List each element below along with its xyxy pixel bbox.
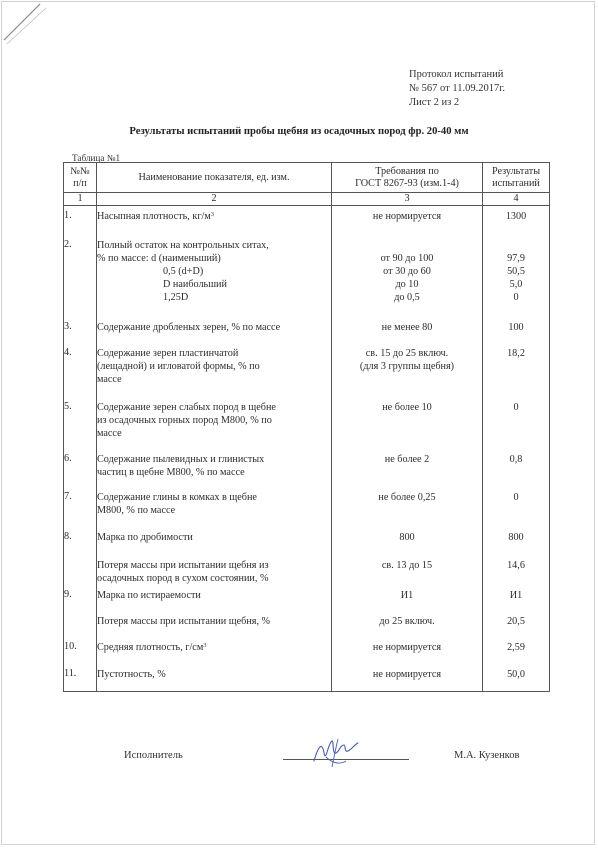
row-number: 10. <box>64 637 97 664</box>
column-number: 3 <box>332 193 483 206</box>
indicator-name <box>97 585 332 611</box>
table-row <box>64 397 550 449</box>
indicator-name-line <box>97 491 331 504</box>
row-number: 8. <box>64 527 97 555</box>
test-result <box>483 397 550 449</box>
protocol-label: Протокол испытаний <box>409 69 504 80</box>
requirement <box>332 487 483 527</box>
table-row <box>64 449 550 487</box>
test-result <box>483 206 550 235</box>
row-number: 4. <box>64 343 97 397</box>
requirement <box>332 555 483 585</box>
protocol-number: № 567 от 11.09.2017г. <box>409 83 505 94</box>
requirement-line: св. 15 до 25 включ. <box>365 347 449 359</box>
indicator-name-line <box>97 453 331 466</box>
requirement-line: не более 10 <box>382 401 432 413</box>
indicator-name <box>97 487 332 527</box>
sheet-number: Лист 2 из 2 <box>409 97 460 108</box>
indicator-name <box>97 235 332 317</box>
requirement-line: св. 13 до 15 <box>381 559 433 571</box>
table-body <box>64 206 550 692</box>
indicator-name-text: М800, % по массе <box>97 504 176 516</box>
indicator-name <box>97 449 332 487</box>
test-result <box>483 664 550 692</box>
table-row <box>64 637 550 664</box>
indicator-name-text: Насыпная плотность, кг/м <box>97 211 211 222</box>
executor-label: Исполнитель <box>124 750 183 761</box>
indicator-name-text: массе <box>97 373 122 385</box>
test-result-line: 100 <box>508 321 524 333</box>
test-result-line: 20,5 <box>507 615 525 627</box>
row-number: 3. <box>64 317 97 343</box>
header-num <box>64 163 97 193</box>
executor-name: М.А. Кузенков <box>454 750 520 761</box>
requirement-line: не более 0,25 <box>378 491 436 503</box>
requirement-line: до 25 включ. <box>379 615 435 627</box>
indicator-name-text: Средняя плотность, г/см <box>97 641 204 653</box>
handwritten-signature <box>310 733 362 769</box>
test-result <box>483 449 550 487</box>
requirement-line: не более 2 <box>384 453 430 465</box>
requirement <box>332 664 483 692</box>
indicator-name-text: Содержание пылевидных и глинистых <box>97 453 265 465</box>
header-num-line: №№ <box>70 165 90 177</box>
page-corner-mark <box>0 0 60 52</box>
indicator-name-line <box>97 373 331 386</box>
indicator-name-text: Потеря массы при испытании щебня из <box>97 559 269 571</box>
header-results <box>483 163 550 193</box>
indicator-name-line <box>97 414 331 427</box>
test-result-line <box>483 239 549 252</box>
column-number: 2 <box>97 193 332 206</box>
table-row <box>64 611 550 637</box>
indicator-name-line <box>97 589 331 602</box>
column-number: 1 <box>64 193 97 206</box>
indicator-name-line <box>97 572 331 585</box>
indicator-name-text: Марка по дробимости <box>97 531 193 543</box>
requirement <box>332 637 483 664</box>
test-result <box>483 555 550 585</box>
indicator-name-text: Полный остаток на контрольных ситах, <box>97 239 269 251</box>
test-result <box>483 235 550 317</box>
unit-exponent: 3 <box>210 211 215 218</box>
test-result-line: 50,0 <box>507 668 525 680</box>
indicator-name-text: из осадочных горных пород М800, % по <box>97 414 272 426</box>
requirement <box>332 611 483 637</box>
indicator-name <box>97 637 332 664</box>
row-number: 5. <box>64 397 97 449</box>
header-res-line: испытаний <box>492 177 540 189</box>
column-number: 4 <box>483 193 550 206</box>
row-number: 1. <box>64 206 97 235</box>
indicator-name-line <box>97 641 331 654</box>
test-result-line: 0 <box>513 291 519 303</box>
requirement <box>332 527 483 555</box>
indicator-name-line <box>97 239 331 252</box>
indicator-name-line <box>97 401 331 414</box>
test-result-line: 14,6 <box>507 559 525 571</box>
header-res-line: Результаты <box>491 165 541 177</box>
row-number: 6. <box>64 449 97 487</box>
table-row <box>64 343 550 397</box>
requirement-line <box>332 239 482 252</box>
indicator-name-line <box>97 504 331 517</box>
indicator-name-text: массе <box>97 427 122 439</box>
requirement-line: (для 3 группы щебня) <box>359 360 455 372</box>
header-req-line: Требования по <box>375 165 439 177</box>
test-result-line: 0 <box>513 491 519 503</box>
row-number: 9. <box>64 585 97 611</box>
table-row <box>64 206 550 235</box>
indicator-name <box>97 611 332 637</box>
header-num-line: п/п <box>73 177 87 189</box>
indicator-name-text: частиц в щебне М800, % по массе <box>97 466 245 478</box>
table-row <box>64 317 550 343</box>
requirement <box>332 585 483 611</box>
indicator-name <box>97 317 332 343</box>
indicator-name-text: Потеря массы при испытании щебня, % <box>97 615 271 627</box>
results-table <box>63 162 550 692</box>
test-result-line: 800 <box>508 531 524 543</box>
requirement-line: не нормируется <box>372 641 442 653</box>
indicator-name-line <box>97 210 331 223</box>
indicator-name-text: осадочных пород в сухом состоянии, % <box>97 572 269 584</box>
requirement-line: не нормируется <box>372 211 442 222</box>
test-result <box>483 637 550 664</box>
indicator-name <box>97 206 332 235</box>
indicator-name-line <box>97 531 331 544</box>
indicator-name-line <box>97 427 331 440</box>
requirement-line: И1 <box>400 589 414 601</box>
test-result <box>483 487 550 527</box>
table-row <box>64 585 550 611</box>
test-result-line: 2,59 <box>507 641 525 653</box>
header-requirements <box>332 163 483 193</box>
indicator-name-text: Содержание глины в комках в щебне <box>97 491 257 503</box>
indicator-name-line <box>97 668 331 681</box>
test-result-line: 5,0 <box>509 278 523 290</box>
indicator-name-line <box>97 360 331 373</box>
table-row <box>64 235 550 317</box>
row-number <box>64 555 97 585</box>
protocol-header <box>409 68 505 110</box>
indicator-name <box>97 397 332 449</box>
indicator-name-line <box>97 559 331 572</box>
indicator-name-text: Содержание зерен слабых пород в щебне <box>97 401 276 413</box>
row-number: 7. <box>64 487 97 527</box>
indicator-name-line <box>97 466 331 479</box>
indicator-name <box>97 555 332 585</box>
test-result-line: 18,2 <box>507 347 525 359</box>
test-result <box>483 585 550 611</box>
row-number: 2. <box>64 235 97 317</box>
test-result <box>483 527 550 555</box>
indicator-name-text: Содержание зерен пластинчатой <box>97 347 239 359</box>
table-row <box>64 555 550 585</box>
test-result <box>483 611 550 637</box>
requirement-line: 800 <box>399 531 415 543</box>
document-title: Результаты испытаний пробы щебня из осадочных пород фр. 20-40 мм <box>129 126 469 137</box>
indicator-name-line <box>97 347 331 360</box>
indicator-name <box>97 527 332 555</box>
table-row <box>64 487 550 527</box>
sieve-fraction-line: 1,25D <box>163 291 189 303</box>
requirement <box>332 317 483 343</box>
indicator-name-line <box>97 252 331 265</box>
test-result-line: 50,5 <box>507 265 525 277</box>
unit-exponent: 3 <box>203 641 207 649</box>
sieve-fraction-line: D наибольший <box>163 278 227 290</box>
indicator-name-text: Пустотность, % <box>97 668 166 680</box>
table-row <box>64 664 550 692</box>
test-result-line: 0 <box>513 401 519 413</box>
header-req-line: ГОСТ 8267-93 (изм.1-4) <box>355 177 459 189</box>
indicator-name-line <box>97 615 331 628</box>
table-header-row <box>64 163 550 193</box>
test-result <box>483 343 550 397</box>
requirement-line: до 10 <box>395 278 419 290</box>
requirement-line: от 30 до 60 <box>383 265 431 277</box>
indicator-name <box>97 664 332 692</box>
test-result <box>483 317 550 343</box>
requirement-line: от 90 до 100 <box>380 252 434 264</box>
test-result-line: И1 <box>509 589 523 601</box>
indicator-name-text: Содержание дробленых зерен, % по массе <box>97 321 281 333</box>
requirement <box>332 206 483 235</box>
indicator-name-text: (лещадной) и игловатой формы, % по <box>97 360 260 372</box>
test-result-line: 1300 <box>505 211 527 222</box>
indicator-name-line <box>97 321 331 334</box>
sieve-fraction-line: 0,5 (d+D) <box>163 265 204 277</box>
header-name: Наименование показателя, ед. изм. <box>97 163 332 193</box>
indicator-name-text: Марка по истираемости <box>97 589 201 601</box>
test-result-line: 0,8 <box>509 453 523 465</box>
requirement <box>332 397 483 449</box>
requirement <box>332 235 483 317</box>
requirement-line: до 0,5 <box>394 291 420 303</box>
table-row <box>64 527 550 555</box>
requirement-line: не нормируется <box>372 668 442 680</box>
requirement <box>332 449 483 487</box>
requirement-line: не менее 80 <box>381 321 433 333</box>
row-number: 11. <box>64 664 97 692</box>
requirement <box>332 343 483 397</box>
column-number-row <box>64 193 550 206</box>
table-caption: Таблица №1 <box>72 153 121 163</box>
indicator-name-text: % по массе: d (наименьший) <box>97 252 221 264</box>
test-result-line: 97,9 <box>507 252 525 264</box>
indicator-name <box>97 343 332 397</box>
row-number <box>64 611 97 637</box>
